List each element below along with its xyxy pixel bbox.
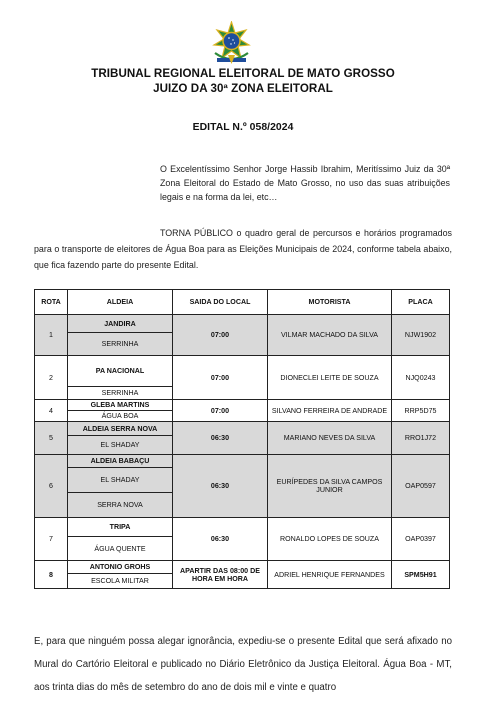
motorista-cell: RONALDO LOPES DE SOUZA xyxy=(268,518,392,561)
col-header-aldeia: ALDEIA xyxy=(68,290,173,315)
table-row xyxy=(35,561,450,574)
placa-cell: NJW1902 xyxy=(392,315,450,356)
table-row xyxy=(35,422,450,436)
table-row xyxy=(35,315,450,333)
col-header-saida: SAIDA DO LOCAL xyxy=(173,290,268,315)
placa-cell: RRP5D75 xyxy=(392,400,450,422)
aldeia-cell: SERRINHA xyxy=(68,387,173,400)
aldeia-cell: ALDEIA BABAÇU xyxy=(68,455,173,468)
saida-cell: 06:30 xyxy=(173,422,268,455)
aldeia-cell: ALDEIA SERRA NOVA xyxy=(68,422,173,436)
motorista-cell: ADRIEL HENRIQUE FERNANDES xyxy=(268,561,392,589)
placa-cell: OAP0397 xyxy=(392,518,450,561)
motorista-cell: SILVANO FERREIRA DE ANDRADE xyxy=(268,400,392,422)
aldeia-cell: EL SHADAY xyxy=(68,468,173,493)
edital-number: EDITAL N.º 058/2024 xyxy=(192,122,294,133)
motorista-cell: EURÍPEDES DA SILVA CAMPOS JUNIOR xyxy=(268,455,392,518)
rota-cell: 4 xyxy=(35,400,68,422)
aldeia-cell: EL SHADAY xyxy=(68,436,173,455)
announcement-paragraph: TORNA PÚBLICO o quadro geral de percursos e horários programados para o transporte de eleitores de Água Boa para as Eleições Municipais de 2024, conforme tabela abaixo, que fica fazendo parte do presente Edital. xyxy=(34,228,452,270)
saida-cell: APARTIR DAS 08:00 DE HORA EM HORA xyxy=(173,561,268,589)
table-row xyxy=(35,356,450,387)
saida-cell: 06:30 xyxy=(173,455,268,518)
rota-cell: 2 xyxy=(35,356,68,400)
aldeia-cell: ESCOLA MILITAR xyxy=(68,574,173,589)
saida-cell: 07:00 xyxy=(173,315,268,356)
col-header-placa: PLACA xyxy=(392,290,450,315)
table-header-row xyxy=(35,290,450,315)
rota-cell: 7 xyxy=(35,518,68,561)
table-row xyxy=(35,400,450,411)
placa-cell: RRO1J72 xyxy=(392,422,450,455)
court-name-heading: TRIBUNAL REGIONAL ELEITORAL DE MATO GROSSO xyxy=(91,67,395,80)
aldeia-cell: SERRA NOVA xyxy=(68,493,173,518)
rota-cell: 5 xyxy=(35,422,68,455)
aldeia-cell: PA NACIONAL xyxy=(68,356,173,387)
rota-cell: 1 xyxy=(35,315,68,356)
aldeia-cell: GLEBA MARTINS xyxy=(68,400,173,411)
table-row xyxy=(35,518,450,537)
rota-cell: 8 xyxy=(35,561,68,589)
col-header-rota: ROTA xyxy=(35,290,68,315)
routes-table xyxy=(34,289,450,589)
aldeia-cell: ÁGUA QUENTE xyxy=(68,537,173,561)
intro-paragraph: O Excelentíssimo Senhor Jorge Hassib Ibrahim, Meritíssimo Juiz da 30ª Zona Eleitoral do Estado de Mato Grosso, no uso das suas atribuições legais e na forma da lei, etc… xyxy=(160,164,450,202)
aldeia-cell: SERRINHA xyxy=(68,333,173,356)
aldeia-cell: ANTONIO GROHS xyxy=(68,561,173,574)
announcement-paragraph-wrap xyxy=(34,225,452,273)
brazil-coat-of-arms-seal xyxy=(209,21,254,65)
col-header-motorista: MOTORISTA xyxy=(268,290,392,315)
closing-paragraph: E, para que ninguém possa alegar ignorância, expediu-se o presente Edital que será afixado no Mural do Cartório Eleitoral e publicado no Diário Eletrônico da Justiça Eleitoral. Água Boa - MT, aos trinta dias do mês de setembro do ano de dois mil e vinte e quatro xyxy=(34,636,452,693)
motorista-cell: MARIANO NEVES DA SILVA xyxy=(268,422,392,455)
motorista-cell: DIONECLEI LEITE DE SOUZA xyxy=(268,356,392,400)
motorista-cell: VILMAR MACHADO DA SILVA xyxy=(268,315,392,356)
placa-cell: OAP0597 xyxy=(392,455,450,518)
saida-cell: 07:00 xyxy=(173,356,268,400)
aldeia-cell: TRIPA xyxy=(68,518,173,537)
table-row xyxy=(35,455,450,468)
aldeia-cell: JANDIRA xyxy=(68,315,173,333)
zone-heading: JUIZO DA 30ª ZONA ELEITORAL xyxy=(153,82,333,95)
saida-cell: 07:00 xyxy=(173,400,268,422)
saida-cell: 06:30 xyxy=(173,518,268,561)
placa-cell: SPM5H91 xyxy=(392,561,450,589)
rota-cell: 6 xyxy=(35,455,68,518)
placa-cell: NJQ0243 xyxy=(392,356,450,400)
aldeia-cell: ÁGUA BOA xyxy=(68,411,173,422)
